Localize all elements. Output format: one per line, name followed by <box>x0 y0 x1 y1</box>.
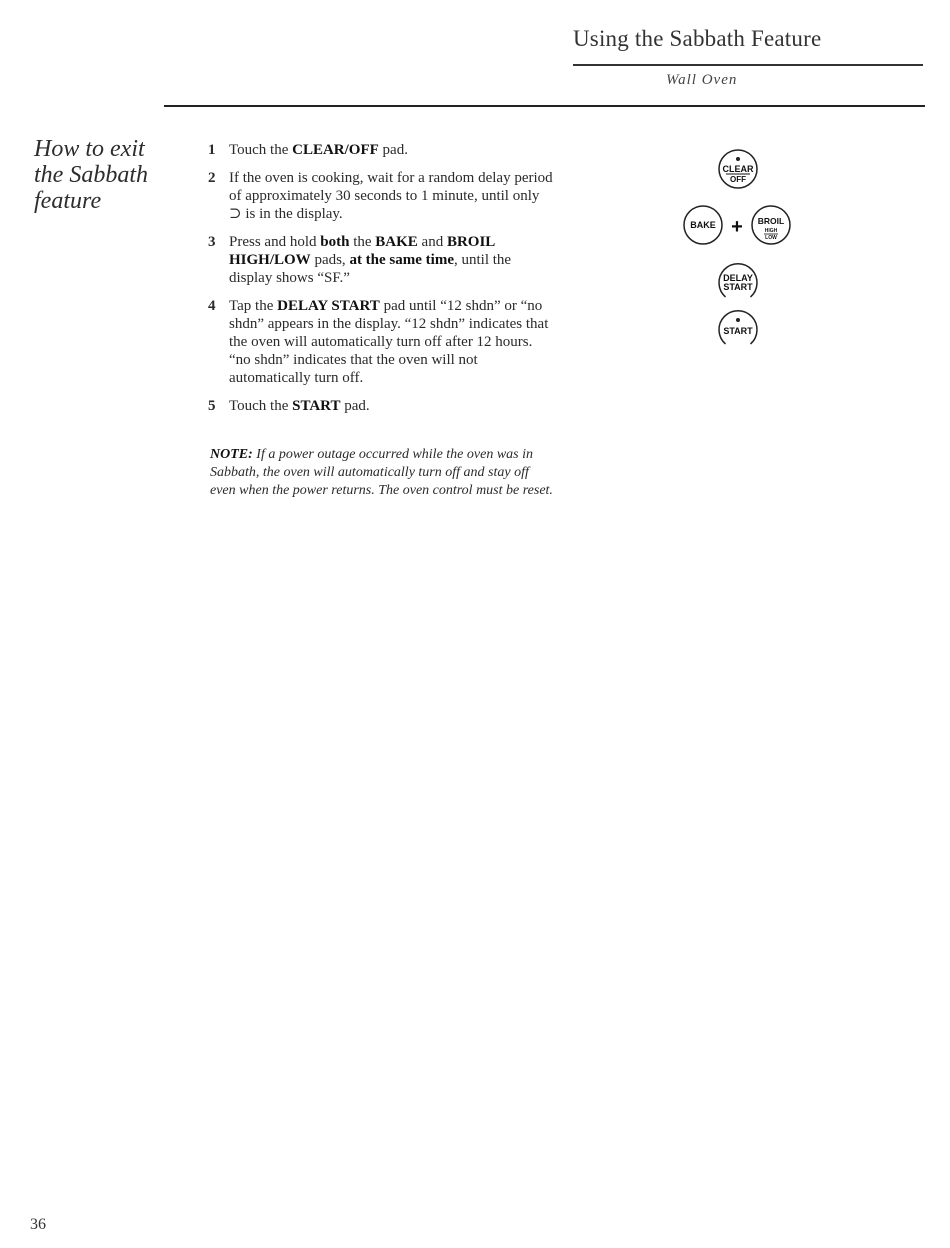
step-emphasis: both <box>320 234 350 250</box>
step-number: 4 <box>208 298 216 314</box>
broil-pad-icon <box>752 206 790 244</box>
step-number: 5 <box>208 398 216 414</box>
step-text: Tap the <box>229 298 278 314</box>
delay-label: DELAY <box>723 273 753 283</box>
step-emphasis: at the same time <box>349 252 454 268</box>
page-number: 36 <box>30 1216 46 1233</box>
step-text: pads, <box>310 252 350 268</box>
step-item <box>208 397 553 415</box>
page-title: Using the Sabbath Feature <box>573 26 822 51</box>
clear-off-pad-icon <box>719 150 757 188</box>
note-text: If a power outage occurred while the oven was in Sabbath, the oven will automatically turn off and stay off even when the power returns. The oven control must be reset. <box>210 447 553 498</box>
step-text: pad. <box>378 142 408 158</box>
step-text: pad. <box>340 398 370 414</box>
bake-pad-icon <box>684 206 722 244</box>
step-number: 3 <box>208 234 216 250</box>
step-emphasis: START <box>292 398 341 414</box>
step-text: , until the display shows “SF.” <box>229 252 512 286</box>
step-number: 2 <box>208 170 216 186</box>
step-text: Touch the <box>229 398 293 414</box>
step-item <box>208 297 553 387</box>
step-item <box>208 141 553 159</box>
step-text: If the oven is cooking, wait for a random delay period of approximately 30 seconds to 1 minute, until only ⊃ is in the display. <box>229 170 553 222</box>
control-pad-diagram <box>678 148 798 358</box>
header-divider <box>573 64 923 66</box>
step-item <box>208 233 553 287</box>
start-pad-icon <box>719 311 757 344</box>
off-label: OFF <box>730 175 746 184</box>
broil-label: BROIL <box>757 216 785 226</box>
delay-start-pad-icon <box>719 264 757 297</box>
section-divider <box>164 105 925 107</box>
page-subtitle: Wall Oven <box>666 72 738 88</box>
step-emphasis: DELAY START <box>277 298 380 314</box>
plus-sign: + <box>731 216 743 238</box>
step-text: Press and hold <box>229 234 321 250</box>
step-text: pad until “12 shdn” or “no shdn” appears in the display. “12 shdn” indicates that the oven will automatically turn off after 12 hours. “no shdn” indicates that the oven will not automatically turn off. <box>229 298 549 386</box>
step-text: the <box>349 234 376 250</box>
step-number: 1 <box>208 142 216 158</box>
broil-low-label: LOW <box>765 235 777 241</box>
step-text: and <box>417 234 447 250</box>
instruction-steps <box>208 141 553 425</box>
bake-label: BAKE <box>690 220 716 230</box>
step-emphasis: BAKE <box>375 234 418 250</box>
start-label-delay: START <box>723 282 753 292</box>
clear-label: CLEAR <box>722 164 754 174</box>
note-paragraph <box>210 446 555 500</box>
section-heading: How to exit the Sabbath feature <box>34 136 148 214</box>
step-emphasis: CLEAR/OFF <box>292 142 379 158</box>
step-item <box>208 169 553 223</box>
step-text: Touch the <box>229 142 293 158</box>
broil-high-label: HIGH <box>764 228 778 234</box>
step-emphasis: BROIL HIGH/LOW <box>229 234 495 268</box>
note-label: NOTE: <box>210 447 253 462</box>
start-label: START <box>723 326 753 336</box>
